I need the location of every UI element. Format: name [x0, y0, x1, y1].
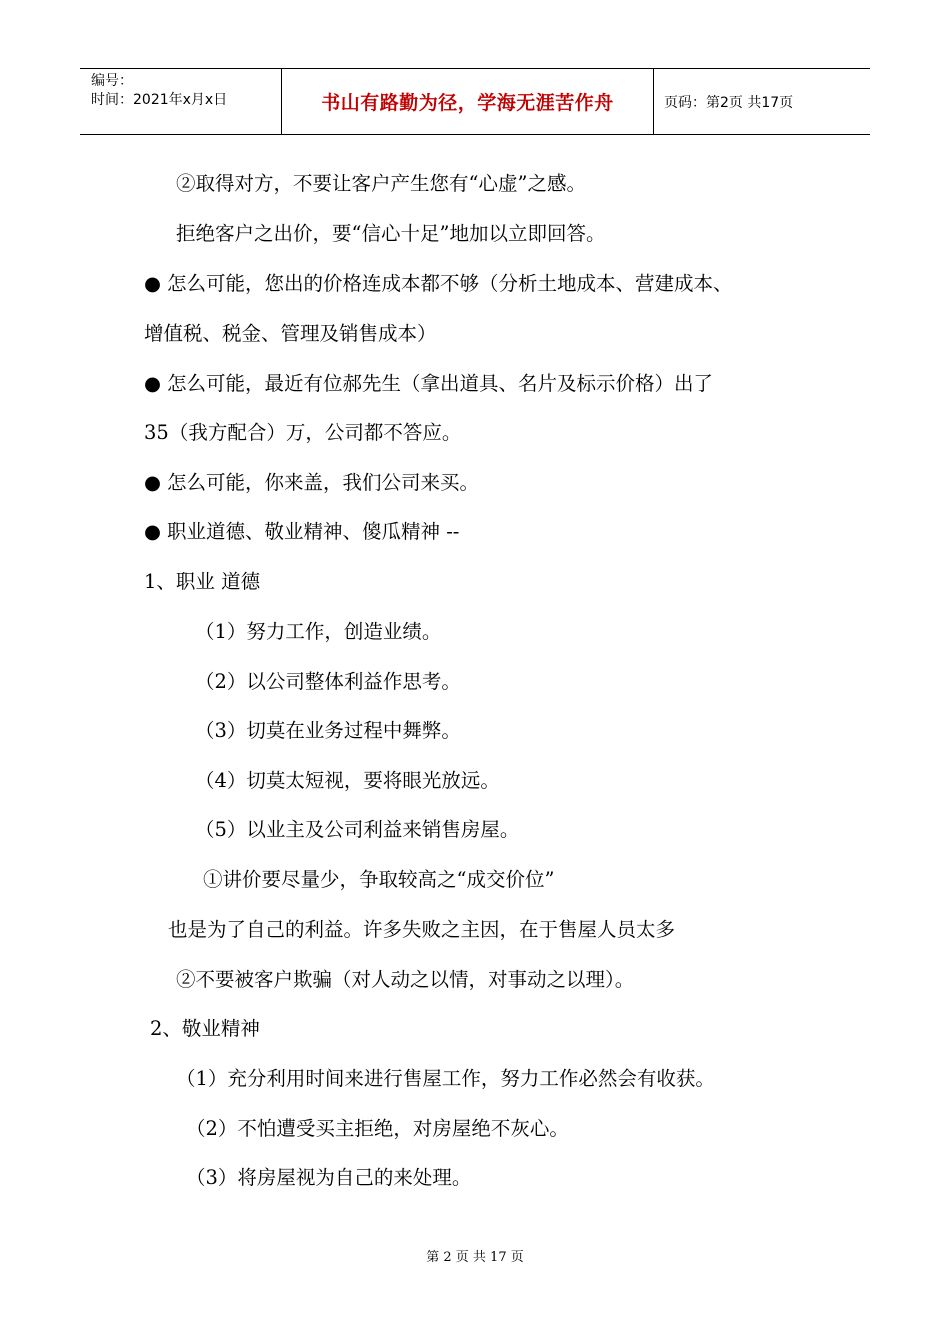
paragraph-line: 拒绝客户之出价，要“信心十足”地加以立即回答。 — [176, 222, 606, 245]
date-line: 时间：2021年x月x日 — [91, 92, 228, 108]
paragraph-line: ②不要被客户欺骗（对人动之以情，对事动之以理）。 — [176, 968, 635, 991]
bullet-item — [144, 370, 713, 398]
list-item: （3）将房屋视为自己的来处理。 — [186, 1166, 472, 1189]
header-motto: 书山有路勤为径，学海无涯苦作舟 — [282, 69, 654, 134]
list-item: （5）以业主及公司利益来销售房屋。 — [195, 818, 520, 841]
list-item: （1）努力工作，创造业绩。 — [195, 620, 442, 643]
bullet-icon: ● — [144, 272, 162, 295]
bullet-text: 职业道德、敬业精神、傻瓜精神 -- — [167, 520, 460, 543]
paragraph-line: ①讲价要尽量少，争取较高之“成交价位” — [203, 868, 555, 891]
section-heading: 2、敬业精神 — [150, 1017, 260, 1040]
paragraph-line: 增值税、税金、管理及销售成本） — [144, 322, 437, 345]
page-header — [80, 68, 870, 135]
bullet-icon: ● — [144, 471, 162, 494]
bullet-item — [144, 469, 479, 497]
header-meta — [80, 69, 282, 134]
serial-label: 编号： — [91, 73, 133, 89]
list-item: （2）以公司整体利益作思考。 — [195, 670, 461, 693]
list-item: （4）切莫太短视，要将眼光放远。 — [195, 769, 500, 792]
paragraph-line: 35（我方配合）万，公司都不答应。 — [144, 421, 462, 444]
header-page-info: 页码：第2页 共17页 — [664, 94, 794, 111]
bullet-icon: ● — [144, 372, 162, 395]
list-item: （1）充分利用时间来进行售屋工作，努力工作必然会有收获。 — [176, 1067, 715, 1090]
paragraph-line: 也是为了自己的利益。许多失败之主因，在于售屋人员太多 — [168, 918, 676, 941]
bullet-text: 怎么可能，最近有位郝先生（拿出道具、名片及标示价格）出了 — [167, 372, 714, 395]
bullet-text: 怎么可能，你来盖，我们公司来买。 — [167, 471, 480, 494]
paragraph-line: ②取得对方，不要让客户产生您有“心虚”之感。 — [176, 172, 586, 195]
bullet-text: 怎么可能，您出的价格连成本都不够（分析土地成本、营建成本、 — [167, 272, 733, 295]
bullet-item — [144, 270, 733, 298]
bullet-icon: ● — [144, 520, 162, 543]
page-footer: 第 2 页 共 17 页 — [426, 1250, 524, 1265]
bullet-item — [144, 518, 459, 546]
list-item: （3）切莫在业务过程中舞弊。 — [195, 719, 461, 742]
section-heading: 1、职业 道德 — [144, 570, 261, 593]
list-item: （2）不怕遭受买主拒绝，对房屋绝不灰心。 — [186, 1117, 569, 1140]
